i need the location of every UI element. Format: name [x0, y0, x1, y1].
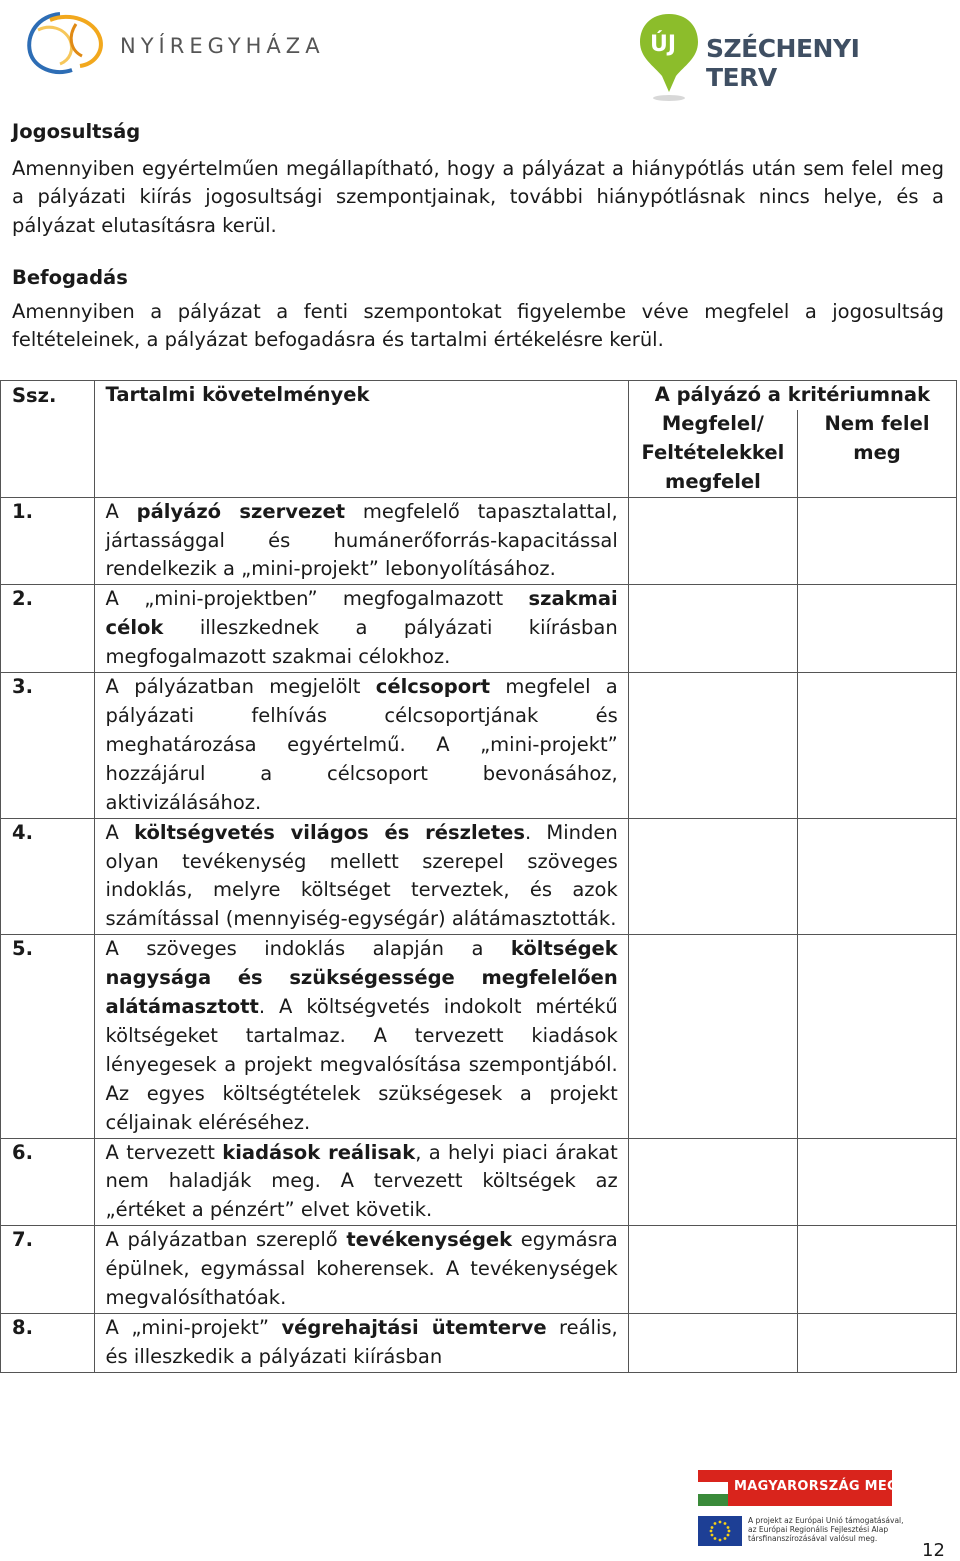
section-befogadas: [12, 264, 944, 355]
requirement-keyword: költségek nagysága és szükségessége megfelelően alátámasztott: [105, 937, 618, 1019]
table-row: [1, 935, 957, 1138]
section-paragraph: Amennyiben egyértelműen megállapítható, hogy a pályázat a hiánypótlás után sem felel meg a pályázati kiírás jogosultsági szempontjainak, további hiánypótlásnak nincs helye, és a pályázat elutasításra kerül.: [12, 156, 944, 237]
row-requirement: [94, 673, 628, 819]
row-nem-felel-meg-cell[interactable]: [798, 585, 957, 673]
eu-flag-icon: [698, 1516, 742, 1546]
row-number: 1.: [1, 497, 95, 585]
header-megfelel: Megfelel/ Feltételekkel megfelel: [628, 410, 797, 497]
table-row: [1, 497, 957, 585]
row-requirement: [94, 497, 628, 585]
requirement-keyword: pályázó szervezet: [136, 499, 346, 523]
row-megfelel-cell[interactable]: [628, 1138, 797, 1226]
section-heading: Befogadás: [12, 266, 128, 289]
row-megfelel-cell[interactable]: [628, 1314, 797, 1373]
row-nem-felel-meg-cell[interactable]: [798, 497, 957, 585]
mm-banner: [698, 1470, 934, 1506]
criteria-table: [0, 380, 957, 1373]
requirement-text: A szöveges indoklás alapján a: [105, 937, 511, 961]
header-ssz: Ssz.: [1, 381, 95, 498]
row-nem-felel-meg-cell[interactable]: [798, 1314, 957, 1373]
table-row: [1, 1314, 957, 1373]
row-nem-felel-meg-cell[interactable]: [798, 818, 957, 935]
row-nem-felel-meg-cell[interactable]: [798, 935, 957, 1138]
requirement-text: A: [105, 499, 137, 523]
row-megfelel-cell[interactable]: [628, 497, 797, 585]
row-megfelel-cell[interactable]: [628, 935, 797, 1138]
section-jogosultsag: [12, 118, 944, 240]
nyiregyhaza-emblem-icon: [20, 6, 116, 82]
requirement-text: illeszkednek a pályázati kiírásban megfogalmazott szakmai célokhoz.: [105, 616, 618, 669]
row-number: 8.: [1, 1314, 95, 1373]
requirement-keyword: célcsoport: [375, 675, 491, 699]
row-megfelel-cell[interactable]: [628, 673, 797, 819]
table-row: [1, 585, 957, 673]
requirement-keyword: tevékenységek: [346, 1228, 513, 1252]
eu-funding-text: A projekt az Európai Unió támogatásával, az Európai Regionális Fejlesztési Alap társfinanszírozásával valósul meg.: [748, 1516, 904, 1543]
nyiregyhaza-logo-text: NYÍREGYHÁZA: [120, 34, 325, 58]
requirement-keyword: szakmai célok: [105, 587, 618, 640]
header-nem-felel-meg: Nem felel meg: [798, 410, 957, 497]
row-number: 5.: [1, 935, 95, 1138]
table-row: [1, 1226, 957, 1314]
szechenyi-terv-logo: [636, 10, 936, 102]
section-paragraph: Amennyiben a pályázat a fenti szempontokat figyelembe véve megfelel a jogosultság feltételeinek, a pályázat befogadásra és tartalmi értékelésre kerül.: [12, 299, 944, 352]
row-nem-felel-meg-cell[interactable]: [798, 1226, 957, 1314]
row-number: 3.: [1, 673, 95, 819]
requirement-text: , a helyi piaci árakat nem haladják meg. A tervezett költségek az „értéket a pénzért” elvet követik.: [105, 1140, 618, 1222]
row-nem-felel-meg-cell[interactable]: [798, 1138, 957, 1226]
szechenyi-terv-text: SZÉCHENYI TERV: [706, 34, 860, 92]
szechenyi-uj-text: ÚJ: [650, 32, 677, 57]
row-number: 2.: [1, 585, 95, 673]
requirement-text: A: [105, 820, 135, 844]
requirement-text: A pályázatban megjelölt: [105, 675, 376, 699]
requirement-text: . A költségvetés indokolt mértékű költségeket tartalmaz. A tervezett kiadások lényegesek a projekt megvalósítása szempontjából. Az egyes költségtételek szükségesek a projekt céljainak eléréséhez.: [105, 995, 618, 1134]
requirement-text: egymásra épülnek, egymással koherensek. A tevékenységek megvalósíthatóak.: [105, 1228, 618, 1310]
row-requirement: [94, 1138, 628, 1226]
row-nem-felel-meg-cell[interactable]: [798, 673, 957, 819]
table-row: [1, 673, 957, 819]
table-header-row: [1, 381, 957, 410]
row-number: 6.: [1, 1138, 95, 1226]
header-requirements: Tartalmi követelmények: [94, 381, 628, 498]
requirement-keyword: kiadások reálisak: [222, 1140, 416, 1164]
requirement-text: A „mini-projekt”: [105, 1316, 282, 1339]
row-megfelel-cell[interactable]: [628, 818, 797, 935]
requirement-text: megfelel a pályázati felhívás célcsoportjának és meghatározása egyértelmű. A „mini-projekt” hozzájárul a célcsoport bevonásához, aktivizálásához.: [105, 675, 618, 814]
row-number: 4.: [1, 818, 95, 935]
row-requirement: [94, 1314, 628, 1373]
requirement-text: . Minden olyan tevékenység mellett szerepel szöveges indoklás, melyre költséget terveztek, és azok számítással (mennyiség-egységár) alátámasztották.: [105, 820, 618, 931]
requirement-keyword: költségvetés világos és részletes: [134, 820, 526, 844]
requirement-text: A pályázatban szereplő: [105, 1228, 347, 1252]
requirement-text: reális, és illeszkedik a pályázati kiírásban: [105, 1316, 618, 1368]
requirement-text: A „mini-projektben” megfogalmazott: [105, 587, 529, 611]
magyarorszag-megujul-logo: [698, 1470, 934, 1550]
table-row: [1, 818, 957, 935]
row-requirement: [94, 818, 628, 935]
nyiregyhaza-logo: [20, 6, 340, 82]
row-requirement: [94, 1226, 628, 1314]
header-criteria-group: A pályázó a kritériumnak: [628, 381, 956, 410]
table-row: [1, 1138, 957, 1226]
requirement-keyword: végrehajtási ütemterve: [281, 1316, 547, 1339]
row-requirement: [94, 935, 628, 1138]
row-megfelel-cell[interactable]: [628, 1226, 797, 1314]
mm-text: MAGYARORSZÁG MEGÚJUL: [734, 1479, 934, 1494]
row-megfelel-cell[interactable]: [628, 585, 797, 673]
page-number: 12: [922, 1540, 945, 1561]
hungarian-flag-icon: [698, 1470, 728, 1506]
requirement-text: A tervezett: [105, 1140, 223, 1164]
section-heading: Jogosultság: [12, 120, 141, 143]
row-requirement: [94, 585, 628, 673]
requirement-text: megfelelő tapasztalattal, jártassággal és humánerőforrás-kapacitással rendelkezik a „mini-projekt” lebonyolításához.: [105, 499, 618, 581]
row-number: 7.: [1, 1226, 95, 1314]
